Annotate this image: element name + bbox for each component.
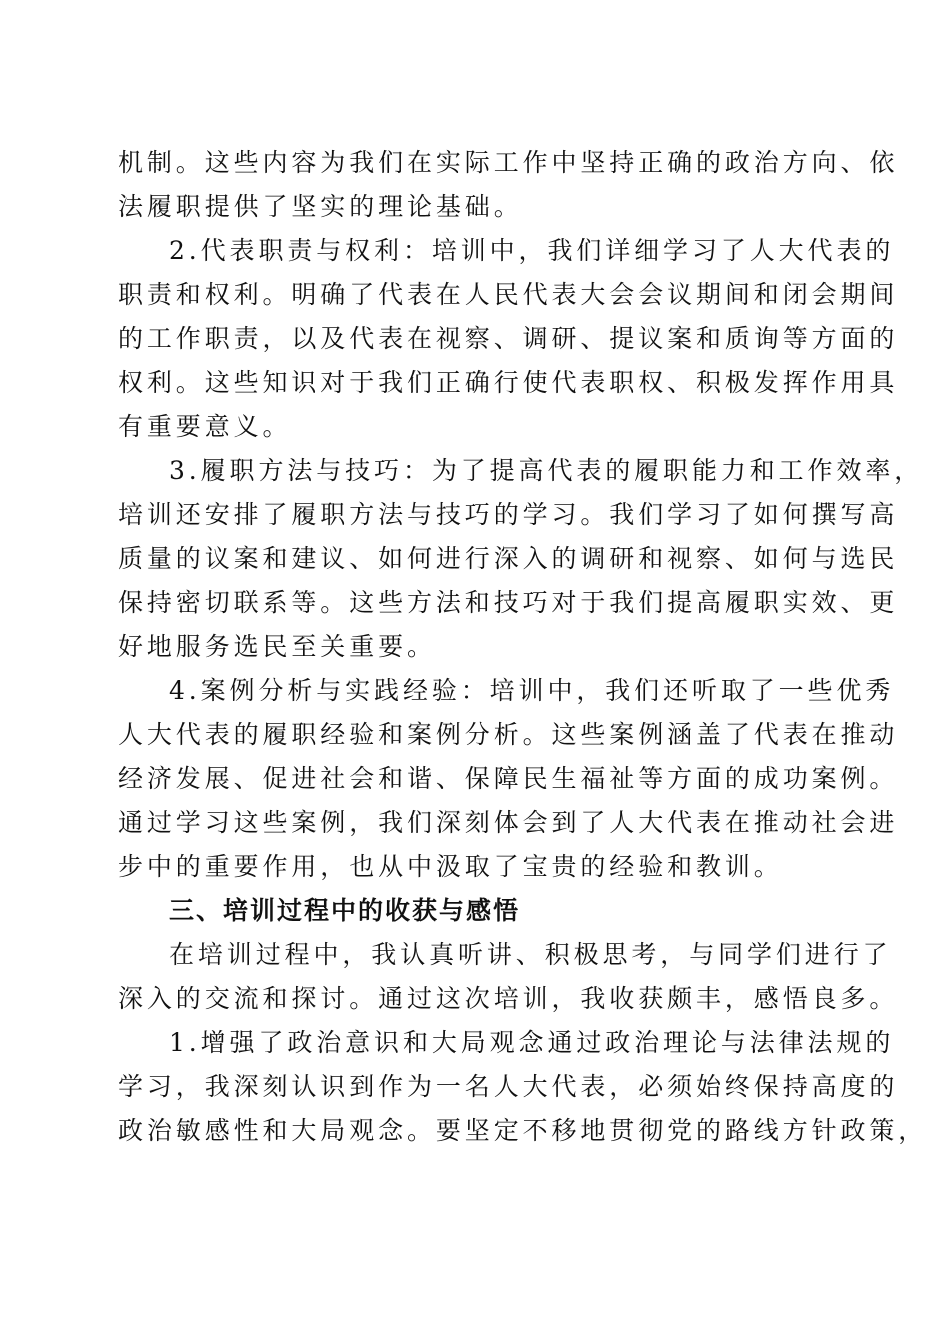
text-line: 好地服务选民至关重要。 (118, 632, 436, 661)
text-line: 人大代表的履职经验和案例分析。这些案例涵盖了代表在推动 (118, 720, 899, 749)
paragraph-start-1: 1.增强了政治意识和大局观念通过政治理论与法律法规的 (169, 1028, 895, 1057)
document-body (118, 141, 928, 1153)
text-line: 法履职提供了坚实的理论基础。 (118, 192, 523, 221)
text-line: 质量的议案和建议、如何进行深入的调研和视察、如何与选民 (118, 544, 899, 573)
text-line: 经济发展、促进社会和谐、保障民生福祉等方面的成功案例。 (118, 764, 899, 793)
text-line: 职责和权利。明确了代表在人民代表大会会议期间和闭会期间 (118, 280, 899, 309)
text-line: 深入的交流和探讨。通过这次培训，我收获颇丰，感悟良多。 (118, 984, 899, 1013)
text-line: 权利。这些知识对于我们正确行使代表职权、积极发挥作用具 (118, 368, 899, 397)
text-line: 政治敏感性和大局观念。要坚定不移地贯彻党的路线方针政策， (118, 1116, 928, 1145)
text-line: 的工作职责，以及代表在视察、调研、提议案和质询等方面的 (118, 324, 899, 353)
paragraph-start-intro: 在培训过程中，我认真听讲、积极思考，与同学们进行了 (169, 940, 892, 969)
paragraph-start-4: 4.案例分析与实践经验：培训中，我们还听取了一些优秀 (169, 676, 895, 705)
text-line: 学习，我深刻认识到作为一名人大代表，必须始终保持高度的 (118, 1072, 899, 1101)
text-line: 步中的重要作用，也从中汲取了宝贵的经验和教训。 (118, 852, 783, 881)
text-line: 培训还安排了履职方法与技巧的学习。我们学习了如何撰写高 (118, 500, 899, 529)
text-line: 保持密切联系等。这些方法和技巧对于我们提高履职实效、更 (118, 588, 899, 617)
paragraph-start-2: 2.代表职责与权利：培训中，我们详细学习了人大代表的 (169, 236, 895, 265)
text-line: 机制。这些内容为我们在实际工作中坚持正确的政治方向、依 (118, 148, 899, 177)
paragraph-start-3: 3.履职方法与技巧：为了提高代表的履职能力和工作效率， (169, 456, 924, 485)
section-heading: 三、培训过程中的收获与感悟 (169, 896, 521, 925)
text-line: 通过学习这些案例，我们深刻体会到了人大代表在推动社会进 (118, 808, 899, 837)
text-line: 有重要意义。 (118, 412, 292, 441)
